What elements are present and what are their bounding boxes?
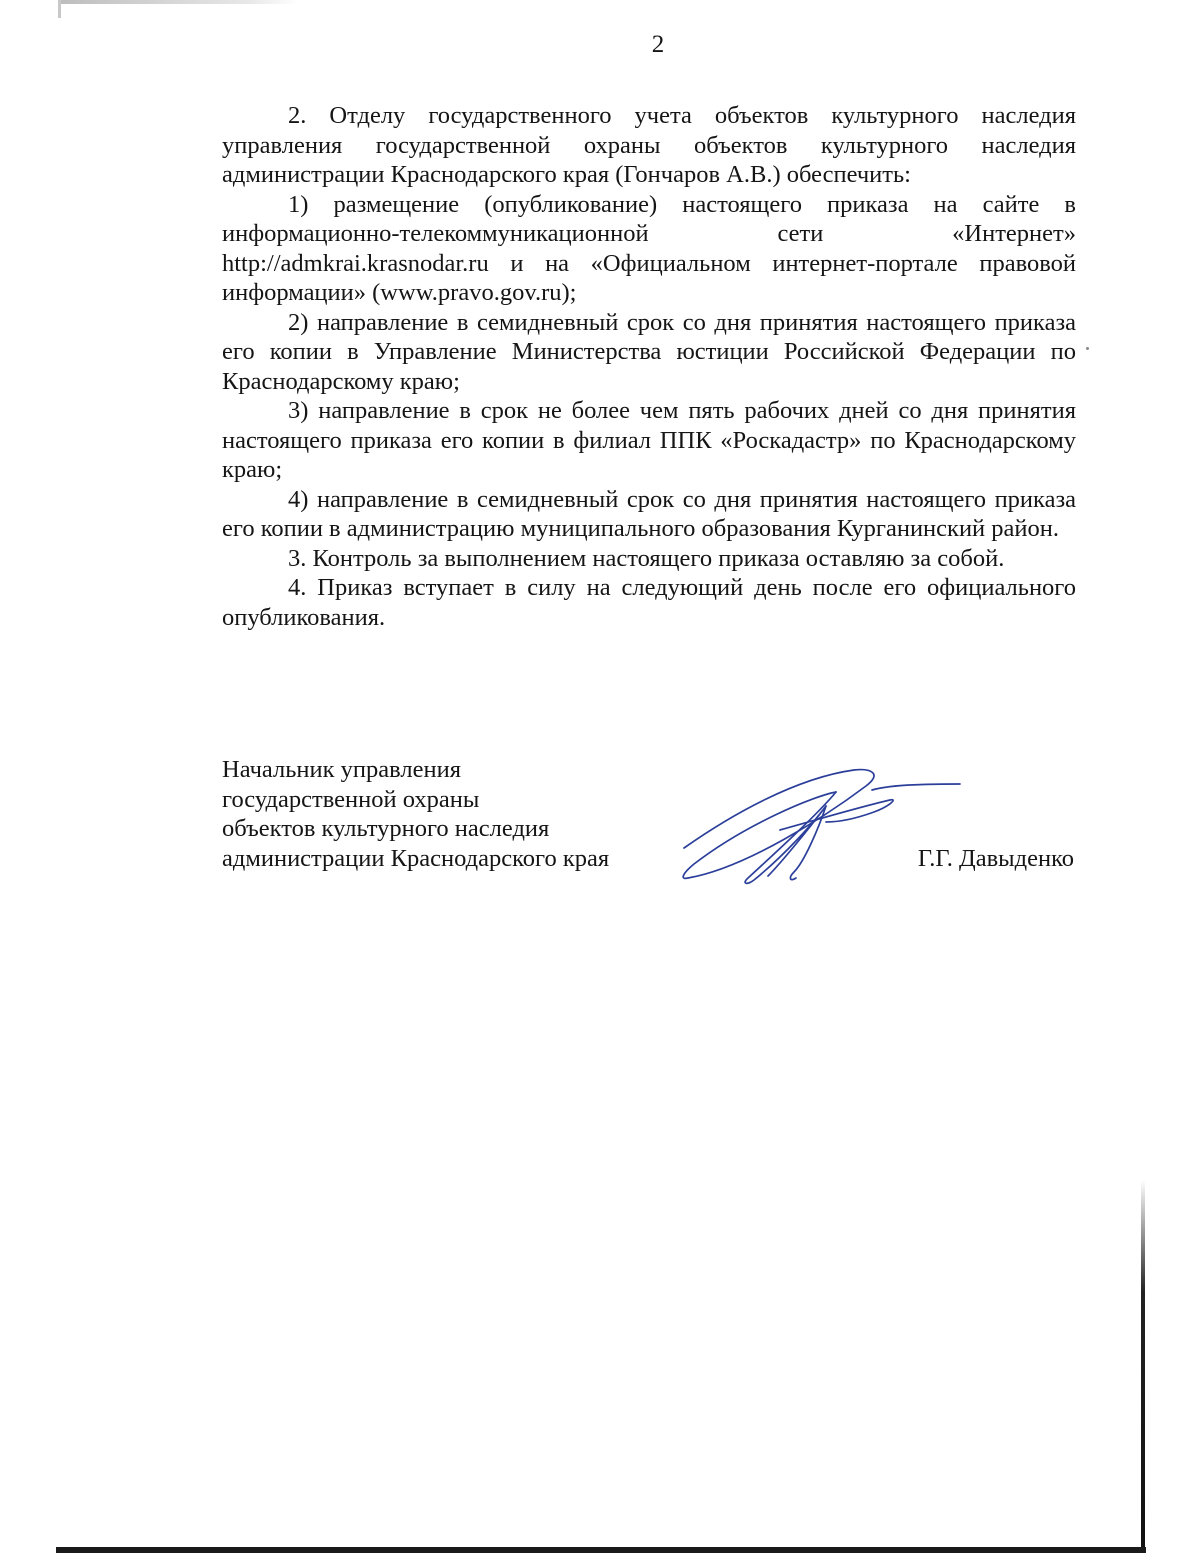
scan-speck xyxy=(1086,347,1089,350)
paragraph-item-2: 2. Отделу государственного учета объектов культурного наследия управления государственной охраны объектов культурного наследия администрации Краснодарского края (Гончаров А.В.) обеспечить: xyxy=(222,102,1076,188)
paragraph-subitem-2: 2) направление в семидневный срок со дня принятия настоящего приказа его копии в Управление Министерства юстиции Российской Федерации по Краснодарскому краю; xyxy=(222,308,1076,395)
signatory-position-line: объектов культурного наследия xyxy=(222,815,550,843)
scan-edge-bottom xyxy=(56,1547,1146,1553)
paragraph-item-4: 4. Приказ вступает в силу на следующий день после его официального опубликования. xyxy=(222,574,1076,631)
paragraph-subitem-1: 1) размещение (опубликование) настоящего приказа на сайте в информационно-телекоммуникационной сети «Интернет» http://admkrai.krasnodar.ru и на «Официальном интернет-портале правовой информации» (www.pravo.gov.ru); xyxy=(222,190,1076,306)
handwritten-signature xyxy=(676,760,966,890)
document-body xyxy=(222,101,1076,632)
scan-edge-top xyxy=(58,0,298,4)
signatory-name: Г.Г. Давыденко xyxy=(917,845,1074,872)
scan-edge-right xyxy=(1141,1180,1145,1553)
scan-edge-left xyxy=(58,0,61,18)
signatory-position-line: администрации Краснодарского края xyxy=(222,845,610,873)
page-number: 2 xyxy=(651,31,665,58)
paragraph-subitem-3: 3) направление в срок не более чем пять рабочих дней со дня принятия настоящего приказа его копии в филиал ППК «Роскадастр» по Краснодарскому краю; xyxy=(222,397,1076,483)
signatory-position-line: Начальник управления xyxy=(222,756,461,783)
paragraph-item-3: 3. Контроль за выполнением настоящего приказа оставляю за собой. xyxy=(288,544,1005,572)
paragraph-subitem-4: 4) направление в семидневный срок со дня принятия настоящего приказа его копии в администрацию муниципального образования Курганинский район. xyxy=(222,485,1076,542)
signatory-position-line: государственной охраны xyxy=(222,785,480,813)
